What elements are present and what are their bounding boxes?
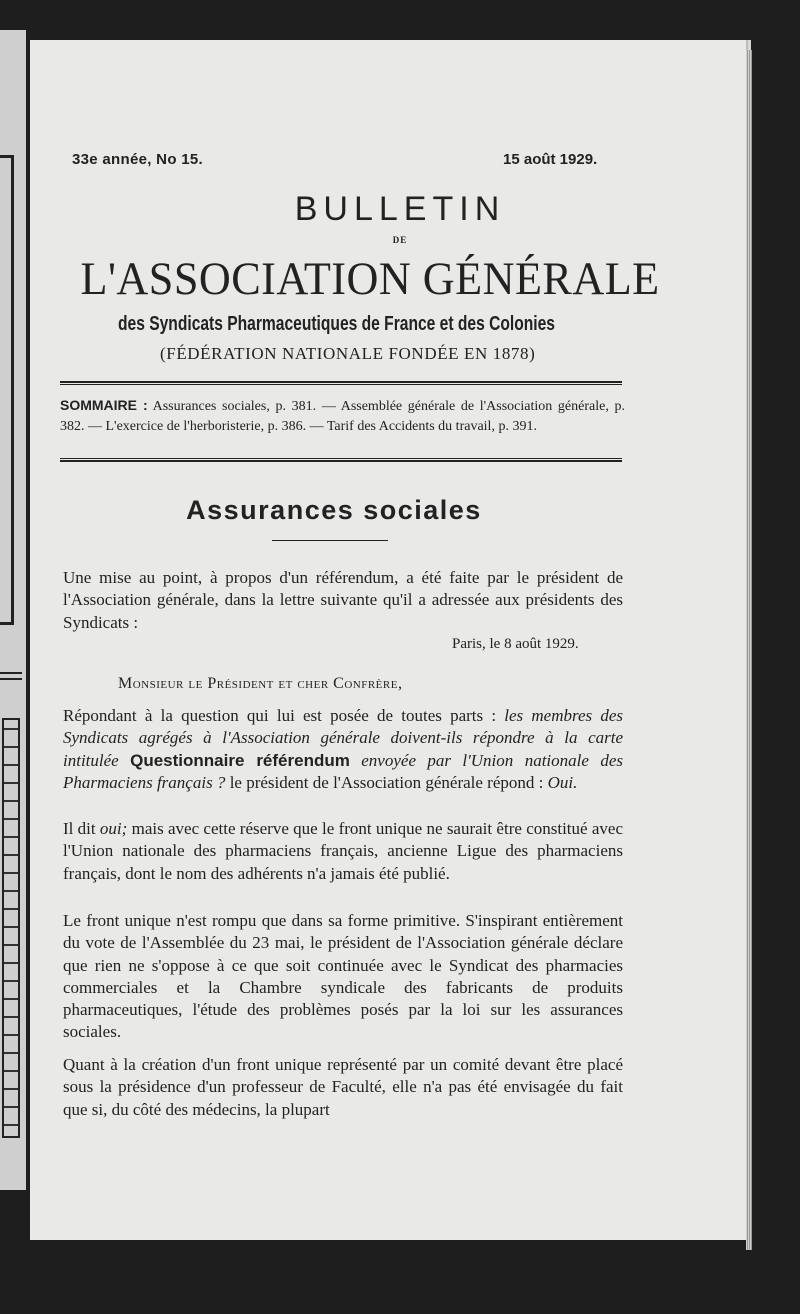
sommaire-label: SOMMAIRE :	[60, 397, 148, 413]
paragraph-3: Le front unique n'est rompu que dans sa forme primitive. S'inspirant entièrement du vote de l'Assemblée du 23 mai, le président de l'Association générale déclare que rien ne s'oppose à ce que soit continuée avec le Syndicat des pharmacies commerciales et la Chambre syndicale des fabricants de produits pharmaceutiques, l'étude des problèmes posés par la loi sur les assurances sociales.	[63, 911, 623, 1042]
paragraph-1	[63, 705, 623, 794]
sommaire	[60, 395, 625, 437]
masthead-federation: (FÉDÉRATION NATIONALE FONDÉE EN 1878)	[160, 344, 536, 363]
page-edge	[746, 50, 752, 1250]
masthead-association: L'ASSOCIATION GÉNÉRALE	[80, 253, 660, 305]
paragraph-4: Quant à la création d'un front unique représenté par un comité devant être placé sous la présidence d'un professeur de Faculté, elle n'a pas été envisagée du fait que si, du côté des médecins, la plupart	[63, 1055, 623, 1119]
p2-b: oui;	[99, 819, 128, 838]
adjacent-page-ornament	[2, 718, 20, 1138]
salutation: Monsieur le Président et cher Confrère,	[118, 675, 403, 692]
rule-bottom-thin	[60, 458, 622, 459]
p1-f: Oui.	[547, 772, 578, 792]
sommaire-text: Assurances sociales, p. 381. — Assemblée générale de l'Association générale, p. 382. — L'exercice de l'herboristerie, p. 386. — Tarif des Accidents du travail, p. 391.	[60, 399, 625, 434]
masthead-syndicats: des Syndicats Pharmaceutiques de France et des Colonies	[118, 313, 555, 335]
p1-d: envoyée par l'Union nationale des Pharmaciens français ?	[63, 750, 623, 792]
p1-e: le président de l'Association générale répond :	[225, 772, 548, 792]
p2-a: Il dit	[63, 819, 100, 838]
adjacent-page-rule	[0, 678, 22, 680]
rule-bottom	[60, 460, 622, 462]
letter-date: Paris, le 8 août 1929.	[452, 636, 579, 652]
issue-number: 33e année, No 15.	[72, 151, 203, 168]
masthead-de: DE	[392, 235, 408, 245]
issue-date: 15 août 1929.	[503, 151, 598, 168]
paragraph-2	[63, 818, 623, 885]
p1-b: les membres des Syndicats agrégés à l'Association générale doivent-ils répondre à la carte intitulée	[63, 706, 623, 770]
adjacent-page-rule	[0, 672, 22, 674]
intro-paragraph: Une mise au point, à propos d'un référendum, a été faite par le président de l'Association générale, dans la lettre suivante qu'il a adressée aux présidents des Syndicats :	[63, 568, 623, 632]
section-title: Assurances sociales	[186, 495, 482, 525]
rule-top-thin	[60, 384, 622, 385]
section-title-underline	[272, 540, 388, 541]
p1-c: Questionnaire référendum	[130, 750, 350, 770]
rule-top	[60, 381, 622, 383]
p2-c: mais avec cette réserve que le front unique ne saurait être constitué avec l'Union nationale des pharmaciens français, ancienne Ligue des pharmaciens français, dont le nom des adhérents n'a jamais été publié.	[63, 819, 623, 883]
masthead-bulletin: BULLETIN	[294, 190, 506, 228]
p1-a: Répondant à la question qui lui est posée de toutes parts :	[63, 706, 505, 725]
